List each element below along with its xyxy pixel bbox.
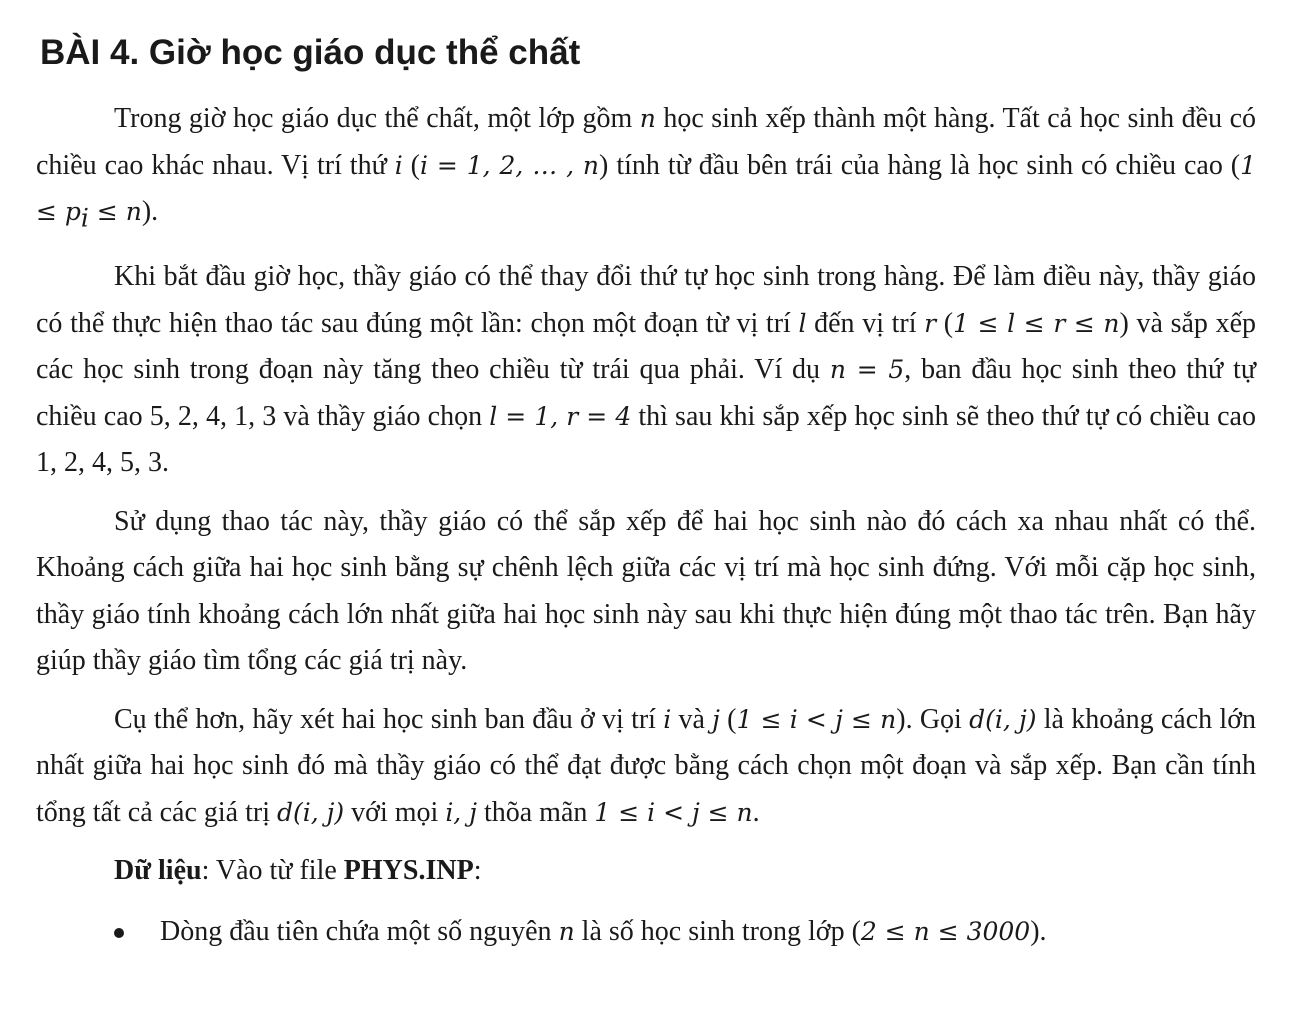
text-segment: ) tính từ đầu bên trái của hàng là học sinh có chiều cao ( — [599, 149, 1241, 181]
math-subscript: i — [80, 203, 89, 233]
math-expression: 2 ≤ n ≤ 3000 — [860, 916, 1031, 946]
text-segment: thì sau khi sắp xếp học sinh sẽ theo thứ tự có chiều cao 1, 2, 4, 5, 3. — [36, 400, 1256, 479]
text-segment: Trong giờ học giáo dục thể chất, một lớp gồm — [114, 103, 640, 134]
text-segment: ( — [402, 149, 420, 181]
math-expression: d(i, j) — [969, 704, 1037, 734]
text-segment: học sinh xếp thành một hàng. Tất cả học sinh đều có chiều cao khác nhau. Vị trí thứ — [36, 103, 1257, 181]
text-segment: ). — [141, 196, 159, 227]
math-variable: n — [558, 916, 575, 946]
text-segment: ). Gọi — [896, 703, 970, 735]
math-expression: l = 1, r = 4 — [489, 401, 632, 431]
math-expression: 1 ≤ i < j ≤ n — [594, 797, 753, 827]
math-variable: j — [712, 704, 720, 734]
math-variable: l — [798, 308, 807, 338]
text-segment: Khi bắt đầu giờ học, thầy giáo có thể thay đổi thứ tự học sinh trong hàng. Để làm điều này, thầy giáo có thể thực hiện thao tác sau đúng một lần: chọn một đoạn từ vị trí — [36, 261, 1256, 339]
text-segment: ) và sắp xếp các học sinh trong đoạn này tăng theo chiều từ trái qua phải. Ví dụ — [36, 307, 1257, 386]
text-segment: ( — [719, 703, 737, 735]
math-expression: ≤ n — [88, 197, 142, 226]
text-segment: : Vào từ file — [201, 855, 344, 887]
input-spec-list — [36, 909, 1256, 956]
text-segment: thõa mãn — [476, 796, 595, 828]
text-segment: là số học sinh trong lớp ( — [574, 915, 861, 947]
math-expression: 1 ≤ l ≤ r ≤ n — [953, 308, 1120, 338]
text-segment: Dòng đầu tiên chứa một số nguyên — [160, 915, 559, 947]
math-expression: i = 1, 2, … , n — [420, 150, 600, 180]
math-variable: n — [639, 104, 656, 133]
math-expression: i, j — [445, 797, 477, 827]
text-segment: ( — [936, 307, 954, 339]
math-expression: n = 5 — [829, 355, 905, 385]
math-expression: 1 ≤ i < j ≤ n — [736, 704, 897, 734]
text-segment: đến vị trí — [806, 307, 925, 339]
math-variable: r — [924, 308, 937, 338]
paragraph-operation — [36, 254, 1256, 487]
math-expression: 1 ≤ p — [36, 150, 1257, 226]
math-variable: i — [394, 150, 403, 180]
bullet-icon — [114, 928, 124, 938]
text-segment: , ban đầu học sinh theo thứ tự chiều cao 5, 2, 4, 1, 3 và thầy giáo chọn — [36, 354, 1256, 432]
input-section-heading — [36, 848, 1256, 895]
input-filename: PHYS.INP — [343, 855, 474, 887]
math-expression: d(i, j) — [277, 797, 345, 827]
list-item — [36, 909, 1256, 956]
text-segment: : — [473, 855, 482, 887]
paragraph-formal — [36, 697, 1256, 837]
text-segment: ). — [1030, 915, 1047, 947]
math-variable: i — [663, 704, 672, 734]
paragraph-distance: Sử dụng thao tác này, thầy giáo có thể sắp xếp để hai học sinh nào đó cách xa nhau nhất có thể. Khoảng cách giữa hai học sinh bằng sự chênh lệch giữa các vị trí mà học sinh đứng. Với mỗi cặp học sinh, thầy giáo tính khoảng cách lớn nhất giữa hai học sinh này sau khi thực hiện đúng một thao tác trên. Bạn hãy giúp thầy giáo tìm tổng các giá trị này. — [36, 505, 1256, 677]
paragraph-intro — [36, 96, 1256, 242]
problem-title: BÀI 4. Giờ học giáo dục thể chất — [40, 33, 581, 72]
problem-statement — [36, 96, 1256, 955]
text-segment: . — [752, 796, 760, 828]
input-label: Dữ liệu — [114, 855, 202, 887]
text-segment: và — [671, 703, 713, 735]
text-segment: là khoảng cách lớn nhất giữa hai học sinh đó mà thầy giáo có thể đạt được bằng cách chọn một đoạn và sắp xếp. Bạn cần tính tổng tất cả các giá trị — [36, 703, 1256, 828]
text-segment: với mọi — [344, 796, 446, 828]
text-segment: Cụ thể hơn, hãy xét hai học sinh ban đầu ở vị trí — [114, 703, 664, 735]
